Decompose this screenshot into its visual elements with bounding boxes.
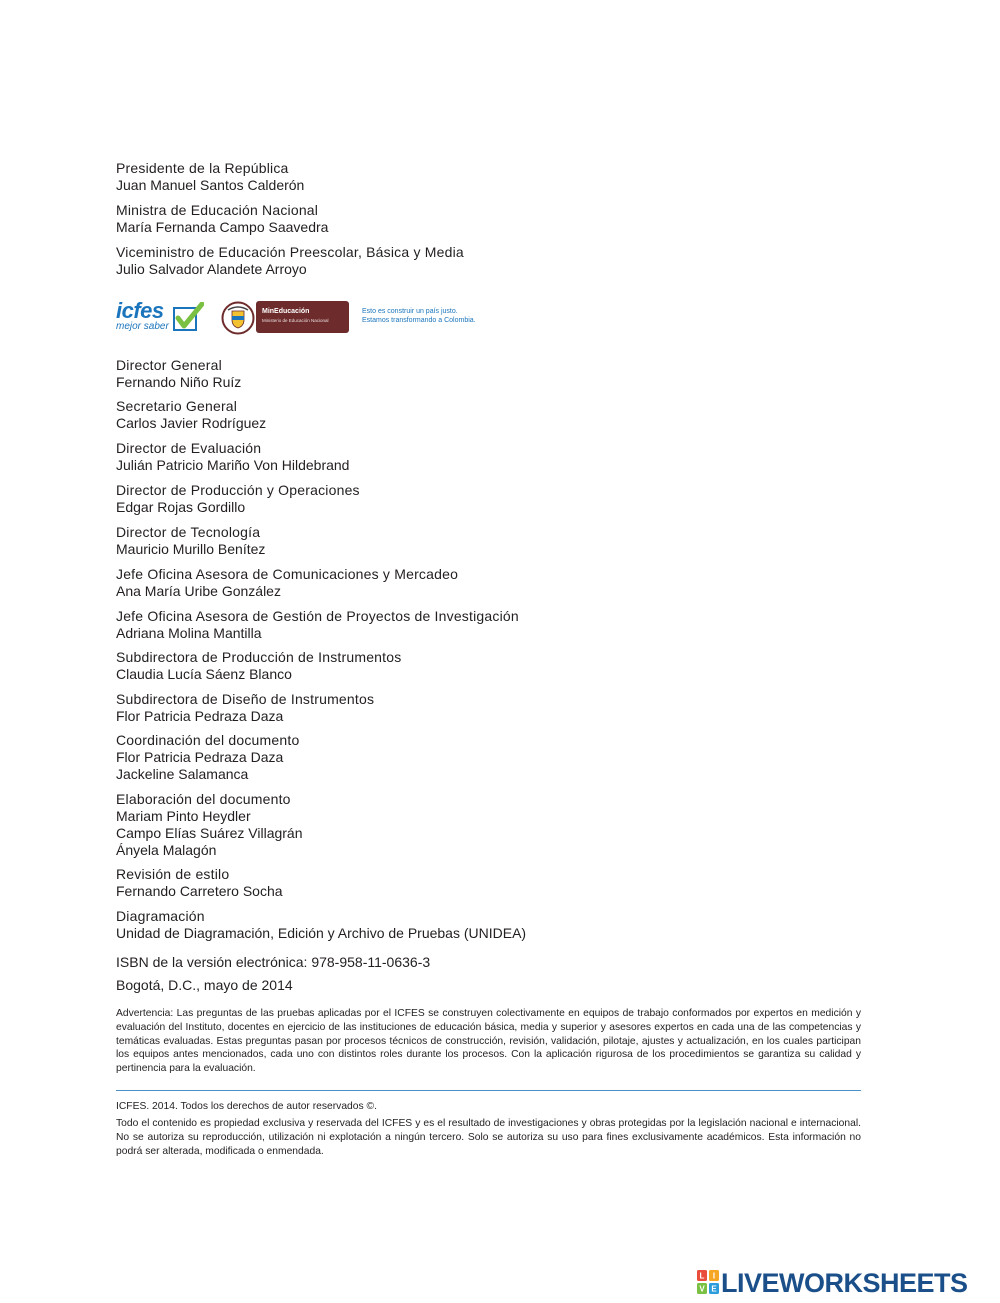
icfes-wordmark: icfes	[116, 298, 164, 323]
icfes-logo	[116, 300, 208, 336]
staff-block	[116, 649, 401, 683]
person-name: María Fernanda Campo Saavedra	[116, 219, 329, 235]
gov-block-minister	[116, 202, 328, 236]
role-label: Elaboración del documento	[116, 791, 291, 807]
person-name: Flor Patricia Pedraza Daza	[116, 708, 284, 724]
person-name: Mauricio Murillo Benítez	[116, 541, 266, 557]
person-name: Juan Manuel Santos Calderón	[116, 177, 305, 193]
person-name: Mariam Pinto Heydler	[116, 808, 251, 824]
liveworksheets-tiles-icon	[697, 1270, 719, 1294]
person-name: Julio Salvador Alandete Arroyo	[116, 261, 307, 277]
tile-letter: I	[712, 1271, 716, 1281]
checkmark-icon	[172, 302, 204, 332]
divider	[116, 1090, 861, 1091]
person-name: Edgar Rojas Gordillo	[116, 499, 246, 515]
role-label: Secretario General	[116, 398, 238, 414]
role-label: Subdirectora de Producción de Instrumentos	[116, 649, 402, 665]
rights-paragraph: Todo el contenido es propiedad exclusiva y reservada del ICFES y es el resultado de investigaciones y obras protegidas por la legislación nacional e internacional. No se autoriza su reproducción, utilización ni explotación a ningún tercero. Solo se autoriza su uso para fines exclusivamente académicos. Esta información no podrá ser alterada, modificada o enmendada.	[116, 1118, 861, 1157]
staff-block	[116, 608, 519, 642]
staff-block	[116, 440, 349, 474]
staff-block	[116, 398, 266, 432]
slogan-line: Esto es construir un país justo.	[362, 308, 458, 315]
person-name: Claudia Lucía Sáenz Blanco	[116, 666, 292, 682]
person-name: Carlos Javier Rodríguez	[116, 415, 267, 431]
role-label: Subdirectora de Diseño de Instrumentos	[116, 691, 375, 707]
staff-block	[116, 732, 299, 783]
mineducacion-logo	[256, 301, 349, 333]
role-label: Director de Evaluación	[116, 440, 262, 456]
role-label: Diagramación	[116, 908, 205, 924]
person-name: Ányela Malagón	[116, 842, 217, 858]
government-slogan	[362, 307, 476, 325]
role-label: Jefe Oficina Asesora de Gestión de Proyectos de Investigación	[116, 608, 519, 624]
slogan-line: Estamos transformando a Colombia.	[362, 317, 476, 324]
role-label: Director General	[116, 357, 222, 373]
person-name: Unidad de Diagramación, Edición y Archivo de Pruebas (UNIDEA)	[116, 925, 527, 941]
icfes-tagline: mejor saber	[116, 321, 169, 332]
liveworksheets-watermark	[697, 1268, 997, 1298]
tile-letter: E	[711, 1284, 717, 1294]
role-label: Revisión de estilo	[116, 866, 230, 882]
role-label: Director de Producción y Operaciones	[116, 482, 360, 498]
logos-row	[116, 300, 496, 336]
liveworksheets-wordmark: LIVEWORKSHEETS	[721, 1268, 968, 1298]
copyright-line: ICFES. 2014. Todos los derechos de autor reservados ©.	[116, 1101, 377, 1112]
role-label: Presidente de la República	[116, 160, 289, 176]
role-label: Coordinación del documento	[116, 732, 300, 748]
person-name: Fernando Niño Ruíz	[116, 374, 242, 390]
minedu-title: MinEducación	[262, 308, 310, 315]
staff-block	[116, 482, 360, 516]
person-name: Jackeline Salamanca	[116, 766, 249, 782]
person-name: Ana María Uribe González	[116, 583, 281, 599]
person-name: Campo Elías Suárez Villagrán	[116, 825, 303, 841]
tile-letter: L	[699, 1271, 705, 1281]
role-label: Ministra de Educación Nacional	[116, 202, 319, 218]
minedu-subtitle: Ministerio de Educación Nacional	[262, 318, 329, 323]
staff-block	[116, 908, 526, 942]
staff-block	[116, 791, 303, 859]
staff-block	[116, 524, 265, 558]
tile-letter: V	[699, 1284, 705, 1294]
staff-block	[116, 357, 241, 391]
colombia-crest-icon	[221, 301, 255, 335]
staff-block	[116, 566, 458, 600]
staff-block	[116, 691, 374, 725]
role-label: Viceministro de Educación Preescolar, Básica y Media	[116, 244, 464, 260]
person-name: Julián Patricio Mariño Von Hildebrand	[116, 457, 350, 473]
person-name: Adriana Molina Mantilla	[116, 625, 262, 641]
isbn-line: ISBN de la versión electrónica: 978-958-11-0636-3	[116, 954, 431, 970]
advertencia-paragraph: Advertencia: Las preguntas de las pruebas aplicadas por el ICFES se construyen colectivamente en equipos de trabajo conformados por expertos en medición y evaluación del Instituto, docentes en ejercicio de las instituciones de educación básica, media y superior y asesores expertos en cada una de las competencias y temáticas evaluadas. Estas preguntas pasan por procesos técnicos de construcción, revisión, validación, pilotaje, ajustes y actualización, en los cuales participan los equipos antes mencionados, cada uno con distintos roles durante los procesos. Con la aplicación rigurosa de los procedimientos se garantiza su calidad y pertinencia para la evaluación.	[116, 1008, 861, 1075]
role-label: Director de Tecnología	[116, 524, 261, 540]
staff-block	[116, 866, 283, 900]
person-name: Fernando Carretero Socha	[116, 883, 283, 899]
gov-block-viceminister	[116, 244, 464, 278]
role-label: Jefe Oficina Asesora de Comunicaciones y Mercadeo	[116, 566, 459, 582]
place-date-line: Bogotá, D.C., mayo de 2014	[116, 977, 293, 993]
gov-block-president	[116, 160, 304, 194]
person-name: Flor Patricia Pedraza Daza	[116, 749, 284, 765]
